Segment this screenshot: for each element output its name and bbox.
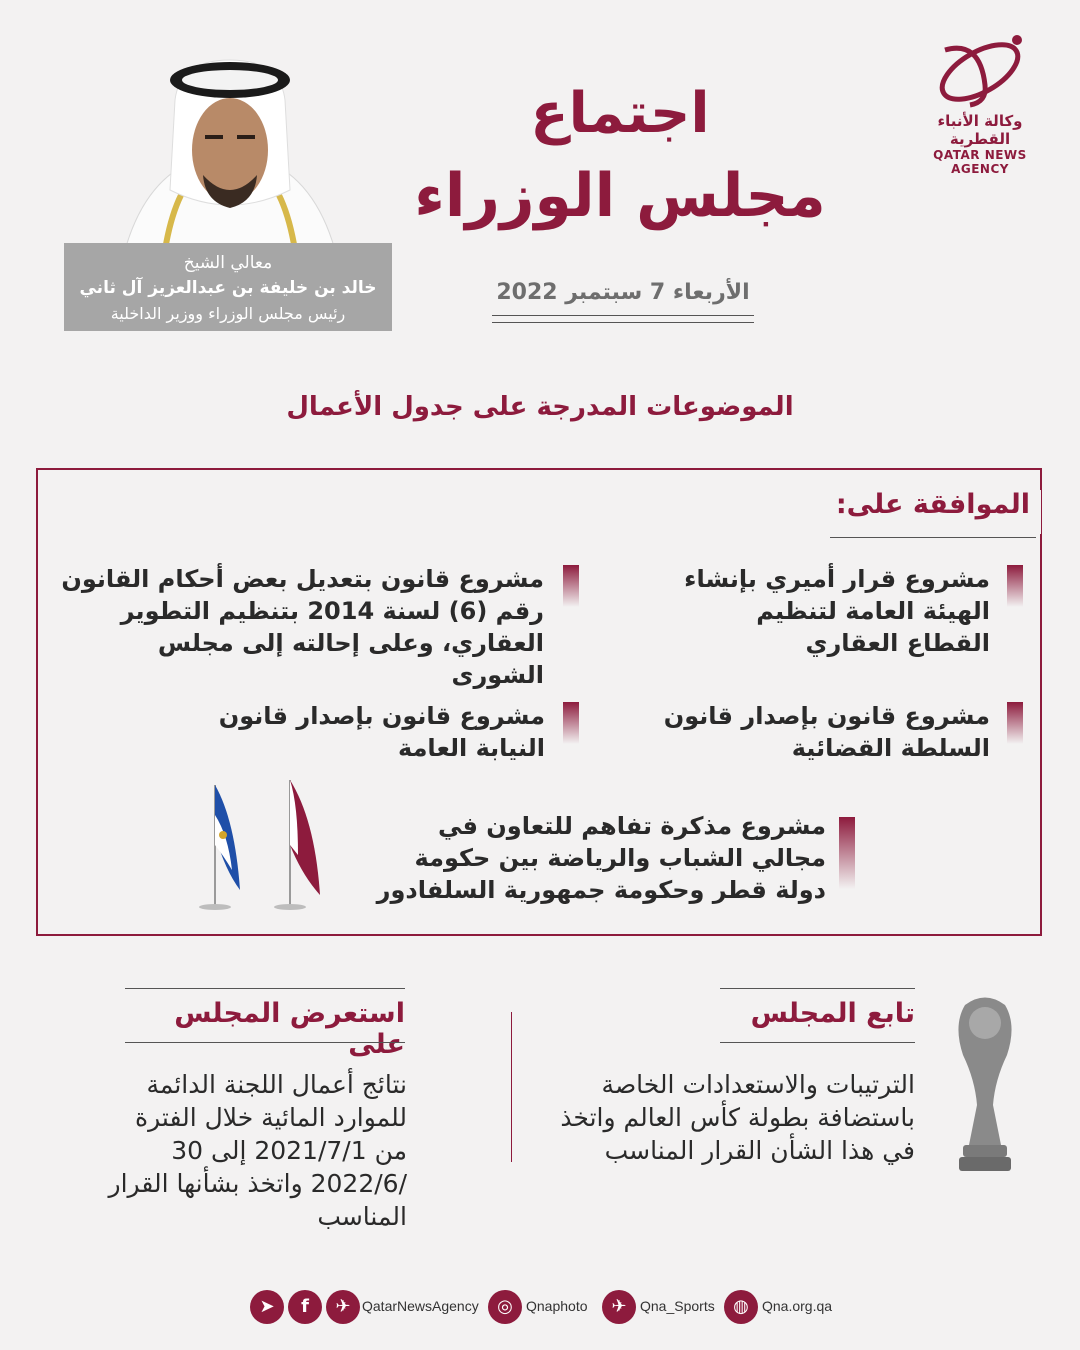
- portrait-photo: [105, 40, 355, 250]
- website-link[interactable]: Qna.org.qa: [762, 1298, 833, 1314]
- approval-item-5: مشروع مذكرة تفاهم للتعاون في مجالي الشباب والرياضة بين حكومة دولة قطر وحكومة جمهورية السلفادور: [376, 812, 826, 904]
- twitter-sports-icon[interactable]: ✈: [602, 1290, 636, 1324]
- footer-social: [250, 1290, 833, 1326]
- agenda-heading: الموضوعات المدرجة على جدول الأعمال: [286, 392, 794, 422]
- telegram-icon[interactable]: ➤: [250, 1290, 284, 1324]
- instagram-icon[interactable]: ◎: [488, 1290, 522, 1324]
- reviewed-text: نتائج أعمال اللجنة الدائمة للموارد المائية خلال الفترة من 2021/7/1 إلى 30 /2022/6 واتخذ بشأنها القرار المناسب: [108, 1070, 407, 1231]
- followed-topline: [720, 988, 915, 989]
- item-bar: [839, 817, 855, 889]
- twitter-icon[interactable]: ✈: [326, 1290, 360, 1324]
- page-title-line1: اجتماع: [530, 81, 710, 146]
- page-title-line2: مجلس الوزراء: [414, 161, 826, 231]
- photo-handle[interactable]: Qnaphoto: [526, 1298, 588, 1314]
- el-salvador-flag-icon: [199, 785, 240, 910]
- logo-name-en: QATAR NEWS AGENCY: [933, 148, 1027, 176]
- person-name: خالد بن خليفة بن عبدالعزيز آل ثاني: [79, 278, 377, 298]
- sports-handle[interactable]: Qna_Sports: [640, 1298, 715, 1314]
- facebook-icon[interactable]: f: [288, 1290, 322, 1324]
- item-bar: [563, 702, 579, 744]
- person-caption: [64, 243, 392, 331]
- qatar-flag-icon: [274, 780, 320, 910]
- approval-item-4: مشروع قانون بإصدار قانون النيابة العامة: [218, 702, 545, 762]
- item-bar: [1007, 702, 1023, 744]
- reviewed-underline: [125, 1042, 405, 1043]
- logo-name-ar: وكالة الأنباء القطرية: [937, 112, 1023, 148]
- approval-item-1: مشروع قرار أميري بإنشاء الهيئة العامة لتنظيم القطاع العقاري: [684, 565, 990, 657]
- approval-underline: [830, 537, 1036, 538]
- meeting-date: الأربعاء 7 سبتمبر 2022: [492, 280, 754, 316]
- flags-group: [190, 775, 330, 915]
- world-cup-trophy-icon: [945, 995, 1025, 1175]
- approval-tab-gap: [1036, 490, 1041, 534]
- followed-text: الترتيبات والاستعدادات الخاصة باستضافة بطولة كأس العالم واتخذ في هذا الشأن القرار المناسب: [560, 1070, 915, 1165]
- column-divider: [511, 1012, 512, 1162]
- followed-underline: [720, 1042, 915, 1043]
- followed-heading: تابع المجلس: [750, 998, 915, 1029]
- reviewed-topline: [125, 988, 405, 989]
- person-role: رئيس مجلس الوزراء ووزير الداخلية: [110, 304, 346, 323]
- date-divider: [492, 322, 754, 323]
- social-handle[interactable]: QatarNewsAgency: [362, 1298, 479, 1314]
- item-bar: [1007, 565, 1023, 607]
- approval-label: الموافقة على:: [835, 489, 1030, 520]
- qna-logo: [905, 30, 1055, 176]
- approval-item-3: مشروع قانون بإصدار قانون السلطة القضائية: [663, 702, 990, 762]
- item-bar: [563, 565, 579, 607]
- qna-logo-icon: [925, 30, 1035, 110]
- globe-icon[interactable]: ◍: [724, 1290, 758, 1324]
- reviewed-heading: استعرض المجلس على: [174, 998, 405, 1060]
- approval-item-2: مشروع قانون بتعديل بعض أحكام القانون رقم (6) لسنة 2014 بتنظيم التطوير العقاري، وعلى إحالته إلى مجلس الشورى: [61, 565, 544, 689]
- person-honorific: معالي الشيخ: [183, 253, 273, 273]
